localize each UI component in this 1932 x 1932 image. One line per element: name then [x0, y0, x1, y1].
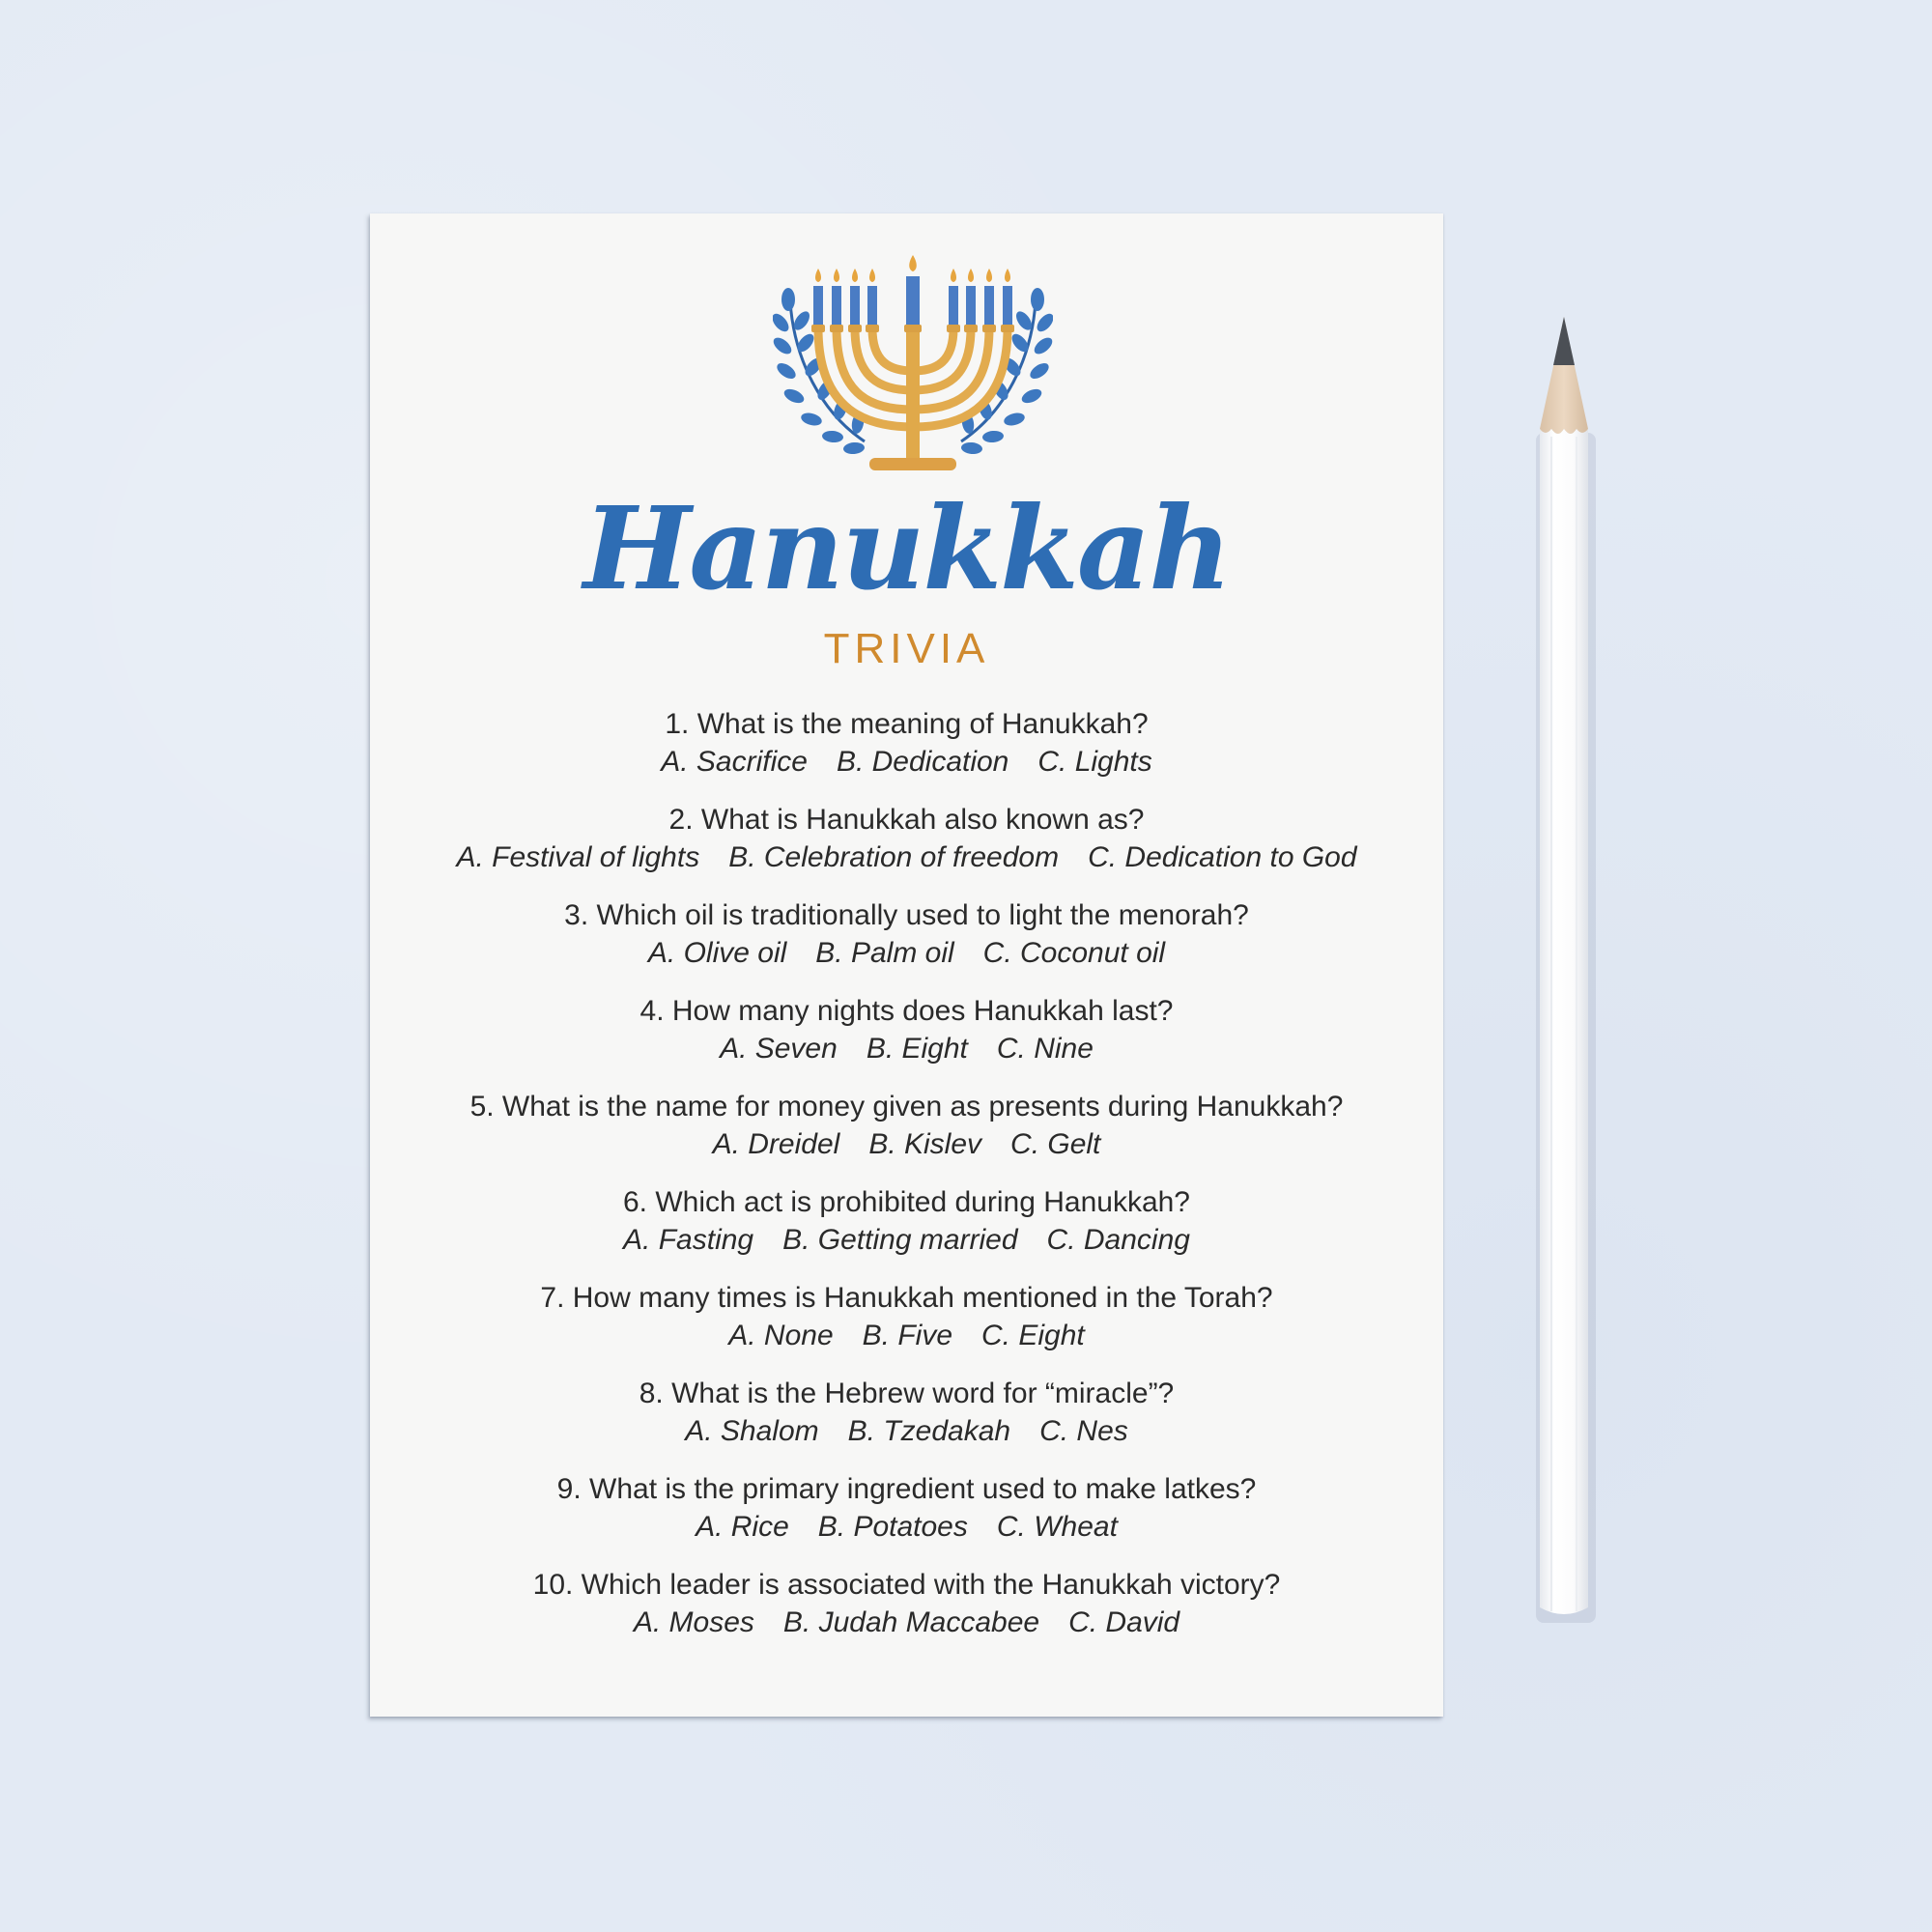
answer-options	[370, 1125, 1443, 1163]
answer-options	[370, 1412, 1443, 1450]
option-a: A. Festival of lights	[456, 841, 700, 873]
page-title: Hanukkah	[582, 481, 1231, 615]
answer-options	[370, 1317, 1443, 1354]
question-item	[370, 896, 1443, 972]
question-text: 4. How many nights does Hanukkah last?	[639, 995, 1174, 1027]
question-text: 1. What is the meaning of Hanukkah?	[665, 708, 1149, 740]
option-b: B. Five	[862, 1320, 953, 1351]
option-c: C. Lights	[1037, 746, 1152, 778]
option-a: A. Fasting	[623, 1224, 754, 1256]
question-item	[370, 1183, 1443, 1259]
option-c: C. Dedication to God	[1088, 841, 1357, 873]
option-c: C. Wheat	[996, 1511, 1118, 1543]
answer-options	[370, 1221, 1443, 1259]
question-text: 6. Which act is prohibited during Hanukkah?	[623, 1186, 1190, 1218]
option-b: B. Tzedakah	[847, 1415, 1011, 1447]
option-b: B. Judah Maccabee	[782, 1606, 1040, 1638]
option-b: B. Palm oil	[815, 937, 954, 969]
option-c: C. Nine	[996, 1033, 1094, 1065]
question-item	[370, 705, 1443, 781]
option-b: B. Celebration of freedom	[728, 841, 1060, 873]
question-text: 9. What is the primary ingredient used to make latkes?	[556, 1473, 1257, 1505]
question-list	[370, 705, 1443, 1641]
answer-options	[370, 934, 1443, 972]
option-b: B. Getting married	[782, 1224, 1018, 1256]
question-item	[370, 1566, 1443, 1641]
option-a: A. Dreidel	[712, 1128, 840, 1160]
question-item	[370, 1470, 1443, 1546]
option-c: C. Nes	[1039, 1415, 1128, 1447]
question-text: 8. What is the Hebrew word for “miracle”?	[639, 1378, 1175, 1409]
answer-options	[370, 1508, 1443, 1546]
question-item	[370, 1088, 1443, 1163]
option-c: C. Coconut oil	[982, 937, 1166, 969]
option-c: C. Dancing	[1046, 1224, 1190, 1256]
answer-options	[370, 743, 1443, 781]
menorah-with-laurel-icon	[773, 243, 1053, 479]
option-b: B. Dedication	[836, 746, 1009, 778]
answer-options	[370, 838, 1443, 876]
option-b: B. Kislev	[868, 1128, 982, 1160]
question-text: 10. Which leader is associated with the Hanukkah victory?	[532, 1569, 1281, 1601]
question-text: 2. What is Hanukkah also known as?	[668, 804, 1145, 836]
question-text: 3. Which oil is traditionally used to light the menorah?	[564, 899, 1249, 931]
option-c: C. David	[1068, 1606, 1180, 1638]
question-item	[370, 801, 1443, 876]
option-a: A. Sacrifice	[661, 746, 808, 778]
option-a: A. None	[728, 1320, 834, 1351]
question-item	[370, 1375, 1443, 1450]
option-a: A. Shalom	[685, 1415, 819, 1447]
option-a: A. Moses	[633, 1606, 754, 1638]
option-a: A. Olive oil	[647, 937, 787, 969]
question-text: 7. How many times is Hanukkah mentioned in the Torah?	[540, 1282, 1273, 1314]
question-item	[370, 1279, 1443, 1354]
pencil-icon	[1532, 317, 1596, 1623]
option-b: B. Eight	[866, 1033, 968, 1065]
question-text: 5. What is the name for money given as presents during Hanukkah?	[469, 1091, 1344, 1122]
answer-options	[370, 1030, 1443, 1067]
option-a: A. Seven	[720, 1033, 838, 1065]
option-b: B. Potatoes	[817, 1511, 968, 1543]
option-c: C. Gelt	[1010, 1128, 1101, 1160]
page-subtitle: TRIVIA	[823, 625, 990, 672]
option-a: A. Rice	[696, 1511, 789, 1543]
answer-options	[370, 1604, 1443, 1641]
option-c: C. Eight	[981, 1320, 1085, 1351]
question-item	[370, 992, 1443, 1067]
